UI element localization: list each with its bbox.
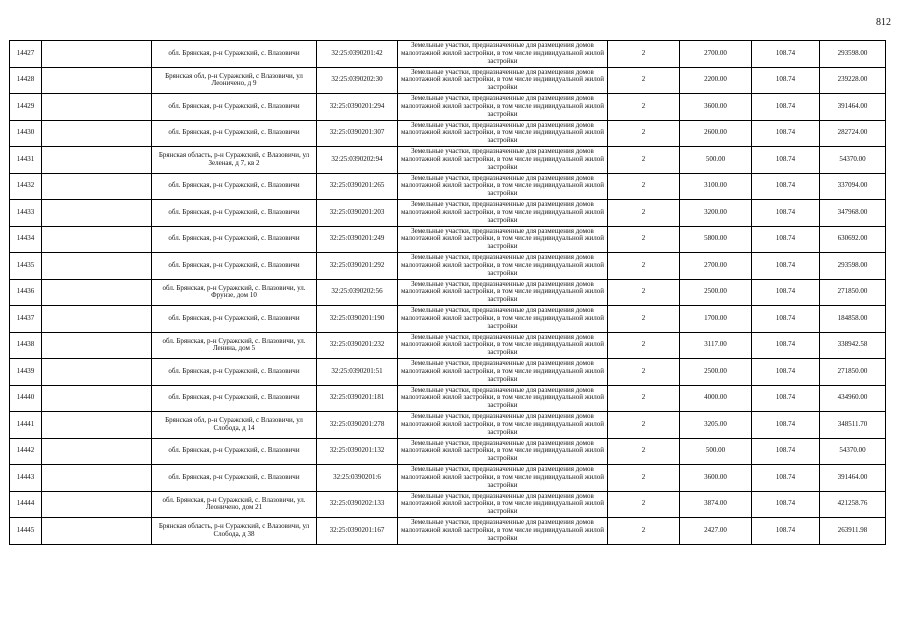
area-cell: 4000.00	[680, 385, 752, 412]
cadastral-value-cell: 348511.70	[820, 412, 886, 439]
row-id-cell: 14434	[10, 226, 42, 253]
cadastral-number-cell: 32:25:0390202:94	[317, 147, 398, 174]
cadastral-value-cell: 271850.00	[820, 279, 886, 306]
group-cell: 2	[608, 120, 680, 147]
row-id-cell: 14439	[10, 359, 42, 386]
area-cell: 2200.00	[680, 67, 752, 94]
table-row	[10, 253, 886, 280]
table-row	[10, 412, 886, 439]
land-purpose-cell: Земельные участки, предназначенные для размещения домов малоэтажной жилой застройки, в том числе индивидуальной жилой застройки	[398, 147, 608, 174]
rate-cell: 108.74	[752, 306, 820, 333]
cadastral-number-cell: 32:25:0390201:249	[317, 226, 398, 253]
address-cell: обл. Брянская, р-н Суражский, с. Влазовичи	[152, 385, 317, 412]
address-cell: обл. Брянская, р-н Суражский, с. Влазовичи	[152, 226, 317, 253]
cadastral-number-cell: 32:25:0390202:30	[317, 67, 398, 94]
land-purpose-cell: Земельные участки, предназначенные для размещения домов малоэтажной жилой застройки, в том числе индивидуальной жилой застройки	[398, 332, 608, 359]
land-purpose-cell: Земельные участки, предназначенные для размещения домов малоэтажной жилой застройки, в том числе индивидуальной жилой застройки	[398, 253, 608, 280]
table-row	[10, 385, 886, 412]
table-row	[10, 359, 886, 386]
cadastral-value-cell: 239228.00	[820, 67, 886, 94]
cadastral-number-cell: 32:25:0390201:51	[317, 359, 398, 386]
rate-cell: 108.74	[752, 491, 820, 518]
row-id-cell: 14433	[10, 200, 42, 227]
land-purpose-cell: Земельные участки, предназначенные для размещения домов малоэтажной жилой застройки, в том числе индивидуальной жилой застройки	[398, 173, 608, 200]
spacer-cell	[42, 147, 152, 174]
address-cell: обл. Брянская, р-н Суражский, с. Влазовичи	[152, 173, 317, 200]
area-cell: 2700.00	[680, 41, 752, 68]
table-row	[10, 120, 886, 147]
page-number: 812	[876, 17, 891, 28]
address-cell: обл. Брянская, р-н Суражский, с. Влазовичи, ул. Ленина, дом 5	[152, 332, 317, 359]
address-cell: обл. Брянская, р-н Суражский, с. Влазовичи	[152, 465, 317, 492]
row-id-cell: 14432	[10, 173, 42, 200]
spacer-cell	[42, 491, 152, 518]
area-cell: 2700.00	[680, 253, 752, 280]
address-cell: обл. Брянская, р-н Суражский, с. Влазовичи, ул. Фрунзе, дом 10	[152, 279, 317, 306]
area-cell: 500.00	[680, 147, 752, 174]
address-cell: обл. Брянская, р-н Суражский, с. Влазовичи	[152, 359, 317, 386]
land-purpose-cell: Земельные участки, предназначенные для размещения домов малоэтажной жилой застройки, в том числе индивидуальной жилой застройки	[398, 412, 608, 439]
row-id-cell: 14437	[10, 306, 42, 333]
cadastral-number-cell: 32:25:0390201:42	[317, 41, 398, 68]
rate-cell: 108.74	[752, 518, 820, 545]
address-cell: обл. Брянская, р-н Суражский, с. Влазовичи	[152, 94, 317, 121]
row-id-cell: 14440	[10, 385, 42, 412]
spacer-cell	[42, 332, 152, 359]
spacer-cell	[42, 200, 152, 227]
cadastral-value-cell: 263911.98	[820, 518, 886, 545]
group-cell: 2	[608, 200, 680, 227]
rate-cell: 108.74	[752, 332, 820, 359]
area-cell: 2427.00	[680, 518, 752, 545]
table-row	[10, 147, 886, 174]
cadastral-number-cell: 32:25:0390201:132	[317, 438, 398, 465]
table-row	[10, 226, 886, 253]
rate-cell: 108.74	[752, 226, 820, 253]
cadastral-value-cell: 434960.00	[820, 385, 886, 412]
area-cell: 5800.00	[680, 226, 752, 253]
address-cell: обл. Брянская, р-н Суражский, с. Влазовичи	[152, 253, 317, 280]
land-purpose-cell: Земельные участки, предназначенные для размещения домов малоэтажной жилой застройки, в том числе индивидуальной жилой застройки	[398, 385, 608, 412]
group-cell: 2	[608, 438, 680, 465]
address-cell: обл. Брянская, р-н Суражский, с. Влазовичи	[152, 120, 317, 147]
cadastral-value-cell: 337094.00	[820, 173, 886, 200]
cadastral-value-cell: 347968.00	[820, 200, 886, 227]
rate-cell: 108.74	[752, 200, 820, 227]
group-cell: 2	[608, 518, 680, 545]
rate-cell: 108.74	[752, 412, 820, 439]
cadastral-value-cell: 271850.00	[820, 359, 886, 386]
rate-cell: 108.74	[752, 359, 820, 386]
row-id-cell: 14430	[10, 120, 42, 147]
land-registry-table	[9, 40, 886, 545]
cadastral-value-cell: 421258.76	[820, 491, 886, 518]
area-cell: 3600.00	[680, 94, 752, 121]
table-row	[10, 306, 886, 333]
address-cell: обл. Брянская, р-н Суражский, с. Влазовичи	[152, 41, 317, 68]
area-cell: 500.00	[680, 438, 752, 465]
rate-cell: 108.74	[752, 253, 820, 280]
area-cell: 3200.00	[680, 200, 752, 227]
rate-cell: 108.74	[752, 67, 820, 94]
area-cell: 3117.00	[680, 332, 752, 359]
area-cell: 2600.00	[680, 120, 752, 147]
land-purpose-cell: Земельные участки, предназначенные для размещения домов малоэтажной жилой застройки, в том числе индивидуальной жилой застройки	[398, 120, 608, 147]
group-cell: 2	[608, 147, 680, 174]
group-cell: 2	[608, 226, 680, 253]
land-purpose-cell: Земельные участки, предназначенные для размещения домов малоэтажной жилой застройки, в том числе индивидуальной жилой застройки	[398, 359, 608, 386]
land-purpose-cell: Земельные участки, предназначенные для размещения домов малоэтажной жилой застройки, в том числе индивидуальной жилой застройки	[398, 491, 608, 518]
spacer-cell	[42, 94, 152, 121]
spacer-cell	[42, 253, 152, 280]
address-cell: обл. Брянская, р-н Суражский, с. Влазовичи	[152, 200, 317, 227]
rate-cell: 108.74	[752, 438, 820, 465]
rate-cell: 108.74	[752, 465, 820, 492]
address-cell: Брянская обл, р-н Суражский, с Влазовичи, ул Слобода, д 14	[152, 412, 317, 439]
address-cell: Брянская обл, р-н Суражский, с Влазовичи, ул Леоничено, д 9	[152, 67, 317, 94]
cadastral-value-cell: 293598.00	[820, 253, 886, 280]
cadastral-number-cell: 32:25:0390201:265	[317, 173, 398, 200]
area-cell: 2500.00	[680, 279, 752, 306]
group-cell: 2	[608, 306, 680, 333]
cadastral-number-cell: 32:25:0390201:167	[317, 518, 398, 545]
area-cell: 3874.00	[680, 491, 752, 518]
rate-cell: 108.74	[752, 173, 820, 200]
cadastral-number-cell: 32:25:0390201:307	[317, 120, 398, 147]
table-row	[10, 438, 886, 465]
rate-cell: 108.74	[752, 385, 820, 412]
table-row	[10, 279, 886, 306]
cadastral-value-cell: 282724.00	[820, 120, 886, 147]
spacer-cell	[42, 226, 152, 253]
spacer-cell	[42, 518, 152, 545]
spacer-cell	[42, 412, 152, 439]
address-cell: обл. Брянская, р-н Суражский, с. Влазовичи	[152, 306, 317, 333]
table-row	[10, 491, 886, 518]
area-cell: 3600.00	[680, 465, 752, 492]
row-id-cell: 14435	[10, 253, 42, 280]
cadastral-value-cell: 293598.00	[820, 41, 886, 68]
cadastral-value-cell: 338942.58	[820, 332, 886, 359]
table-row	[10, 465, 886, 492]
cadastral-number-cell: 32:25:0390201:278	[317, 412, 398, 439]
cadastral-value-cell: 391464.00	[820, 94, 886, 121]
group-cell: 2	[608, 359, 680, 386]
cadastral-number-cell: 32:25:0390201:181	[317, 385, 398, 412]
spacer-cell	[42, 173, 152, 200]
group-cell: 2	[608, 332, 680, 359]
group-cell: 2	[608, 279, 680, 306]
address-cell: Брянская область, р-н Суражский, с Влазовичи, ул Слобода, д 38	[152, 518, 317, 545]
spacer-cell	[42, 41, 152, 68]
cadastral-number-cell: 32:25:0390202:56	[317, 279, 398, 306]
group-cell: 2	[608, 94, 680, 121]
cadastral-value-cell: 54370.00	[820, 438, 886, 465]
row-id-cell: 14442	[10, 438, 42, 465]
table-body	[10, 41, 886, 545]
group-cell: 2	[608, 412, 680, 439]
spacer-cell	[42, 120, 152, 147]
land-purpose-cell: Земельные участки, предназначенные для размещения домов малоэтажной жилой застройки, в том числе индивидуальной жилой застройки	[398, 465, 608, 492]
row-id-cell: 14445	[10, 518, 42, 545]
cadastral-number-cell: 32:25:0390201:294	[317, 94, 398, 121]
spacer-cell	[42, 306, 152, 333]
table-row	[10, 41, 886, 68]
row-id-cell: 14429	[10, 94, 42, 121]
rate-cell: 108.74	[752, 120, 820, 147]
cadastral-number-cell: 32:25:0390202:133	[317, 491, 398, 518]
area-cell: 3100.00	[680, 173, 752, 200]
table-row	[10, 94, 886, 121]
cadastral-number-cell: 32:25:0390201:203	[317, 200, 398, 227]
land-purpose-cell: Земельные участки, предназначенные для размещения домов малоэтажной жилой застройки, в том числе индивидуальной жилой застройки	[398, 200, 608, 227]
group-cell: 2	[608, 67, 680, 94]
cadastral-number-cell: 32:25:0390201:292	[317, 253, 398, 280]
rate-cell: 108.74	[752, 279, 820, 306]
area-cell: 1700.00	[680, 306, 752, 333]
land-purpose-cell: Земельные участки, предназначенные для размещения домов малоэтажной жилой застройки, в том числе индивидуальной жилой застройки	[398, 226, 608, 253]
land-purpose-cell: Земельные участки, предназначенные для размещения домов малоэтажной жилой застройки, в том числе индивидуальной жилой застройки	[398, 518, 608, 545]
group-cell: 2	[608, 385, 680, 412]
spacer-cell	[42, 67, 152, 94]
area-cell: 3205.00	[680, 412, 752, 439]
address-cell: обл. Брянская, р-н Суражский, с. Влазовичи, ул. Леоничено, дом 21	[152, 491, 317, 518]
row-id-cell: 14428	[10, 67, 42, 94]
group-cell: 2	[608, 465, 680, 492]
area-cell: 2500.00	[680, 359, 752, 386]
spacer-cell	[42, 385, 152, 412]
group-cell: 2	[608, 491, 680, 518]
row-id-cell: 14443	[10, 465, 42, 492]
rate-cell: 108.74	[752, 41, 820, 68]
land-purpose-cell: Земельные участки, предназначенные для размещения домов малоэтажной жилой застройки, в том числе индивидуальной жилой застройки	[398, 438, 608, 465]
land-purpose-cell: Земельные участки, предназначенные для размещения домов малоэтажной жилой застройки, в том числе индивидуальной жилой застройки	[398, 279, 608, 306]
table-row	[10, 67, 886, 94]
cadastral-value-cell: 184858.00	[820, 306, 886, 333]
cadastral-number-cell: 32:25:0390201:232	[317, 332, 398, 359]
row-id-cell: 14441	[10, 412, 42, 439]
cadastral-value-cell: 630692.00	[820, 226, 886, 253]
rate-cell: 108.74	[752, 94, 820, 121]
row-id-cell: 14436	[10, 279, 42, 306]
address-cell: обл. Брянская, р-н Суражский, с. Влазовичи	[152, 438, 317, 465]
cadastral-value-cell: 391464.00	[820, 465, 886, 492]
group-cell: 2	[608, 173, 680, 200]
rate-cell: 108.74	[752, 147, 820, 174]
land-purpose-cell: Земельные участки, предназначенные для размещения домов малоэтажной жилой застройки, в том числе индивидуальной жилой застройки	[398, 41, 608, 68]
spacer-cell	[42, 279, 152, 306]
land-purpose-cell: Земельные участки, предназначенные для размещения домов малоэтажной жилой застройки, в том числе индивидуальной жилой застройки	[398, 94, 608, 121]
spacer-cell	[42, 438, 152, 465]
table-row	[10, 200, 886, 227]
cadastral-number-cell: 32:25:0390201:190	[317, 306, 398, 333]
row-id-cell: 14438	[10, 332, 42, 359]
row-id-cell: 14431	[10, 147, 42, 174]
spacer-cell	[42, 465, 152, 492]
land-purpose-cell: Земельные участки, предназначенные для размещения домов малоэтажной жилой застройки, в том числе индивидуальной жилой застройки	[398, 67, 608, 94]
cadastral-number-cell: 32:25:0390201:6	[317, 465, 398, 492]
spacer-cell	[42, 359, 152, 386]
group-cell: 2	[608, 253, 680, 280]
row-id-cell: 14444	[10, 491, 42, 518]
table-row	[10, 332, 886, 359]
table-row	[10, 173, 886, 200]
address-cell: Брянская область, р-н Суражский, с Влазовичи, ул Зеленая, д 7, кв 2	[152, 147, 317, 174]
row-id-cell: 14427	[10, 41, 42, 68]
land-purpose-cell: Земельные участки, предназначенные для размещения домов малоэтажной жилой застройки, в том числе индивидуальной жилой застройки	[398, 306, 608, 333]
group-cell: 2	[608, 41, 680, 68]
table-row	[10, 518, 886, 545]
cadastral-value-cell: 54370.00	[820, 147, 886, 174]
